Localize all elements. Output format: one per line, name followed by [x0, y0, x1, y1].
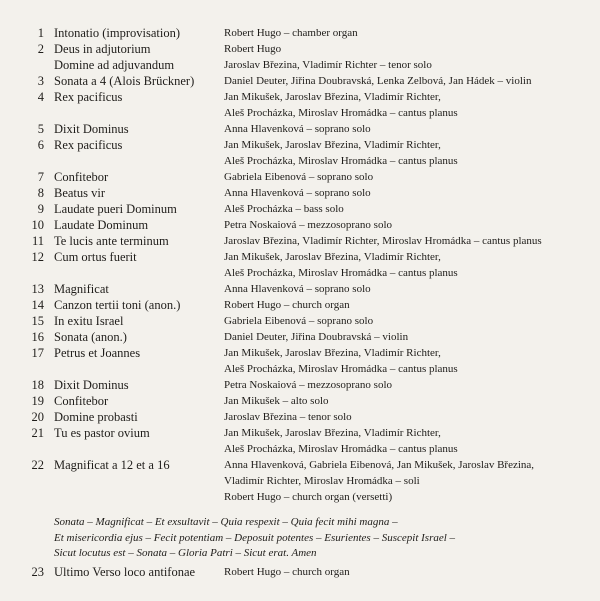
track-number: 6 [37, 138, 44, 152]
track-number: 23 [31, 564, 44, 579]
performer-line: Daniel Deuter, Jiřina Doubravská, Lenka Zelbová, Jan Hádek – violin [224, 75, 532, 87]
magnificat-movements-note [54, 515, 455, 562]
movements-note-line: Sonata – Magnificat – Et exsultavit – Quia respexit – Quia fecit mihi magna – [54, 516, 398, 528]
track-performers [224, 121, 371, 137]
track-performers [224, 137, 458, 169]
performer-line: Anna Hlavenková – soprano solo [224, 187, 371, 199]
track-number: 7 [37, 170, 44, 184]
track-title-line: In exitu Israel [54, 314, 124, 328]
performer-line: Daniel Deuter, Jiřina Doubravská – violin [224, 331, 409, 343]
track-title-line: Rex pacificus [54, 138, 123, 152]
track-number: 4 [37, 90, 44, 104]
track-title-line: Dixit Dominus [54, 122, 129, 136]
track-title-line: Rex pacificus [54, 90, 123, 104]
performer-line: Jan Mikušek, Jaroslav Březina, Vladimír Richter, [224, 251, 441, 263]
track-number: 3 [37, 74, 44, 88]
track-title-line: Laudate Dominum [54, 218, 149, 232]
track-performers [224, 409, 352, 425]
track-performers [224, 281, 371, 297]
track-number: 1 [37, 26, 44, 40]
track-performers [224, 345, 458, 377]
track-title-line: Te lucis ante terminum [54, 234, 169, 248]
track-number: 21 [31, 426, 44, 440]
track-title [54, 249, 137, 265]
performer-line: Jan Mikušek, Jaroslav Březina, Vladimír Richter, [224, 139, 441, 151]
track-title [54, 89, 122, 105]
track-number: 8 [37, 186, 44, 200]
track-title [54, 457, 170, 473]
track-title-line: Petrus et Joannes [54, 346, 141, 360]
track-title [54, 297, 180, 313]
performer-line: Robert Hugo – church organ [224, 565, 350, 578]
track-title [54, 25, 180, 41]
track-title [54, 425, 150, 441]
track-number: 19 [31, 394, 44, 408]
track-title-line: Domine ad adjuvandum [54, 58, 175, 72]
track-title-line: Laudate pueri Dominum [54, 202, 177, 216]
performer-line: Jaroslav Březina, Vladimír Richter – tenor solo [224, 59, 432, 71]
track-title-line: Beatus vir [54, 186, 106, 200]
track-number: 20 [31, 410, 44, 424]
track-number: 18 [31, 378, 44, 392]
track-title [54, 564, 195, 580]
performer-line: Petra Noskaiová – mezzosoprano solo [224, 219, 393, 231]
track-number: 22 [31, 458, 44, 472]
track-number: 14 [31, 298, 44, 312]
performer-line: Robert Hugo – chamber organ [224, 27, 358, 39]
track-performers [224, 297, 350, 313]
track-title [54, 329, 127, 345]
track-title [54, 121, 129, 137]
track-title-line: Deus in adjutorium [54, 42, 151, 56]
track-title [54, 233, 169, 249]
track-title-line: Sonata a 4 (Alois Brückner) [54, 74, 195, 88]
performer-line: Anna Hlavenková – soprano solo [224, 123, 371, 135]
track-title-line: Cum ortus fuerit [54, 250, 137, 264]
performer-line: Aleš Procházka – bass solo [224, 203, 344, 215]
track-performers [224, 393, 329, 409]
track-performers [224, 233, 542, 249]
track-number: 2 [37, 42, 44, 56]
performer-line: Petra Noskaiová – mezzosoprano solo [224, 379, 393, 391]
performer-line: Anna Hlavenková, Gabriela Eibenová, Jan Mikušek, Jaroslav Březina, [224, 459, 535, 471]
performer-line: Anna Hlavenková – soprano solo [224, 283, 371, 295]
track-title [54, 169, 108, 185]
track-performers [224, 217, 392, 233]
track-title-line: Canzon tertii toni (anon.) [54, 298, 181, 312]
track-title [54, 313, 123, 329]
performer-line: Gabriela Eibenová – soprano solo [224, 171, 374, 183]
track-title-line: Magnificat [54, 282, 109, 296]
track-title [54, 73, 194, 89]
track-number: 13 [31, 282, 44, 296]
track-performers [224, 249, 458, 281]
track-number: 5 [37, 122, 44, 136]
track-number: 11 [31, 234, 44, 248]
track-number: 16 [31, 330, 44, 344]
performer-line: Jaroslav Březina – tenor solo [224, 411, 352, 423]
track-title [54, 409, 138, 425]
performer-line: Gabriela Eibenová – soprano solo [224, 315, 374, 327]
track-title-line: Confitebor [54, 170, 109, 184]
track-title-line: Magnificat a 12 et a 16 [54, 458, 170, 472]
track-performers [224, 377, 392, 393]
performer-line: Jaroslav Březina, Vladimír Richter, Miroslav Hromádka – cantus planus [224, 235, 542, 247]
track-title-line: Tu es pastor ovium [54, 426, 150, 440]
track-performers [224, 25, 358, 41]
performer-line: Aleš Procházka, Miroslav Hromádka – cantus planus [224, 107, 458, 119]
track-number: 12 [31, 250, 44, 264]
performer-line: Robert Hugo [224, 43, 282, 55]
track-performers [224, 313, 373, 329]
track-title [54, 377, 129, 393]
track-title-line: Sonata (anon.) [54, 330, 127, 344]
track-title-line: Domine probasti [54, 410, 138, 424]
track-title [54, 201, 177, 217]
track-performers [224, 73, 531, 89]
track-performers [224, 201, 344, 217]
performer-line: Jan Mikušek – alto solo [224, 395, 329, 407]
performer-line: Jan Mikušek, Jaroslav Březina, Vladimír Richter, [224, 427, 441, 439]
track-title-line: Intonatio (improvisation) [54, 26, 181, 40]
track-title [54, 41, 174, 73]
track-title [54, 137, 122, 153]
performer-line: Robert Hugo – church organ (versetti) [224, 491, 393, 503]
performer-line: Vladimír Richter, Miroslav Hromádka – soli [224, 475, 420, 487]
track-performers [224, 425, 458, 457]
track-performers [224, 329, 408, 345]
track-performers [224, 564, 350, 580]
track-performers [224, 89, 458, 121]
performer-line: Aleš Procházka, Miroslav Hromádka – cantus planus [224, 443, 458, 455]
track-number: 10 [31, 218, 44, 232]
performer-line: Jan Mikušek, Jaroslav Březina, Vladimír Richter, [224, 91, 441, 103]
track-title [54, 281, 109, 297]
performer-line: Jan Mikušek, Jaroslav Březina, Vladimír Richter, [224, 347, 441, 359]
track-performers [224, 169, 373, 185]
track-title-line: Dixit Dominus [54, 378, 129, 392]
track-number: 15 [31, 314, 44, 328]
performer-line: Robert Hugo – church organ [224, 299, 350, 311]
movements-note-line: Sicut locutus est – Sonata – Gloria Patri – Sicut erat. Amen [54, 547, 317, 559]
track-title [54, 345, 140, 361]
performer-line: Aleš Procházka, Miroslav Hromádka – cantus planus [224, 267, 458, 279]
track-number: 17 [31, 346, 44, 360]
performer-line: Aleš Procházka, Miroslav Hromádka – cantus planus [224, 155, 458, 167]
track-title [54, 393, 108, 409]
performer-line: Aleš Procházka, Miroslav Hromádka – cantus planus [224, 363, 458, 375]
track-title [54, 217, 148, 233]
track-title [54, 185, 105, 201]
track-performers [224, 41, 432, 73]
movements-note-line: Et misericordia ejus – Fecit potentiam – Deposuit potentes – Esurientes – Suscepit Israel – [54, 531, 456, 544]
track-title-line: Confitebor [54, 394, 109, 408]
track-performers [224, 457, 534, 505]
track-number: 9 [37, 202, 44, 216]
track-title-line: Ultimo Verso loco antifonae [54, 564, 196, 579]
track-performers [224, 185, 371, 201]
